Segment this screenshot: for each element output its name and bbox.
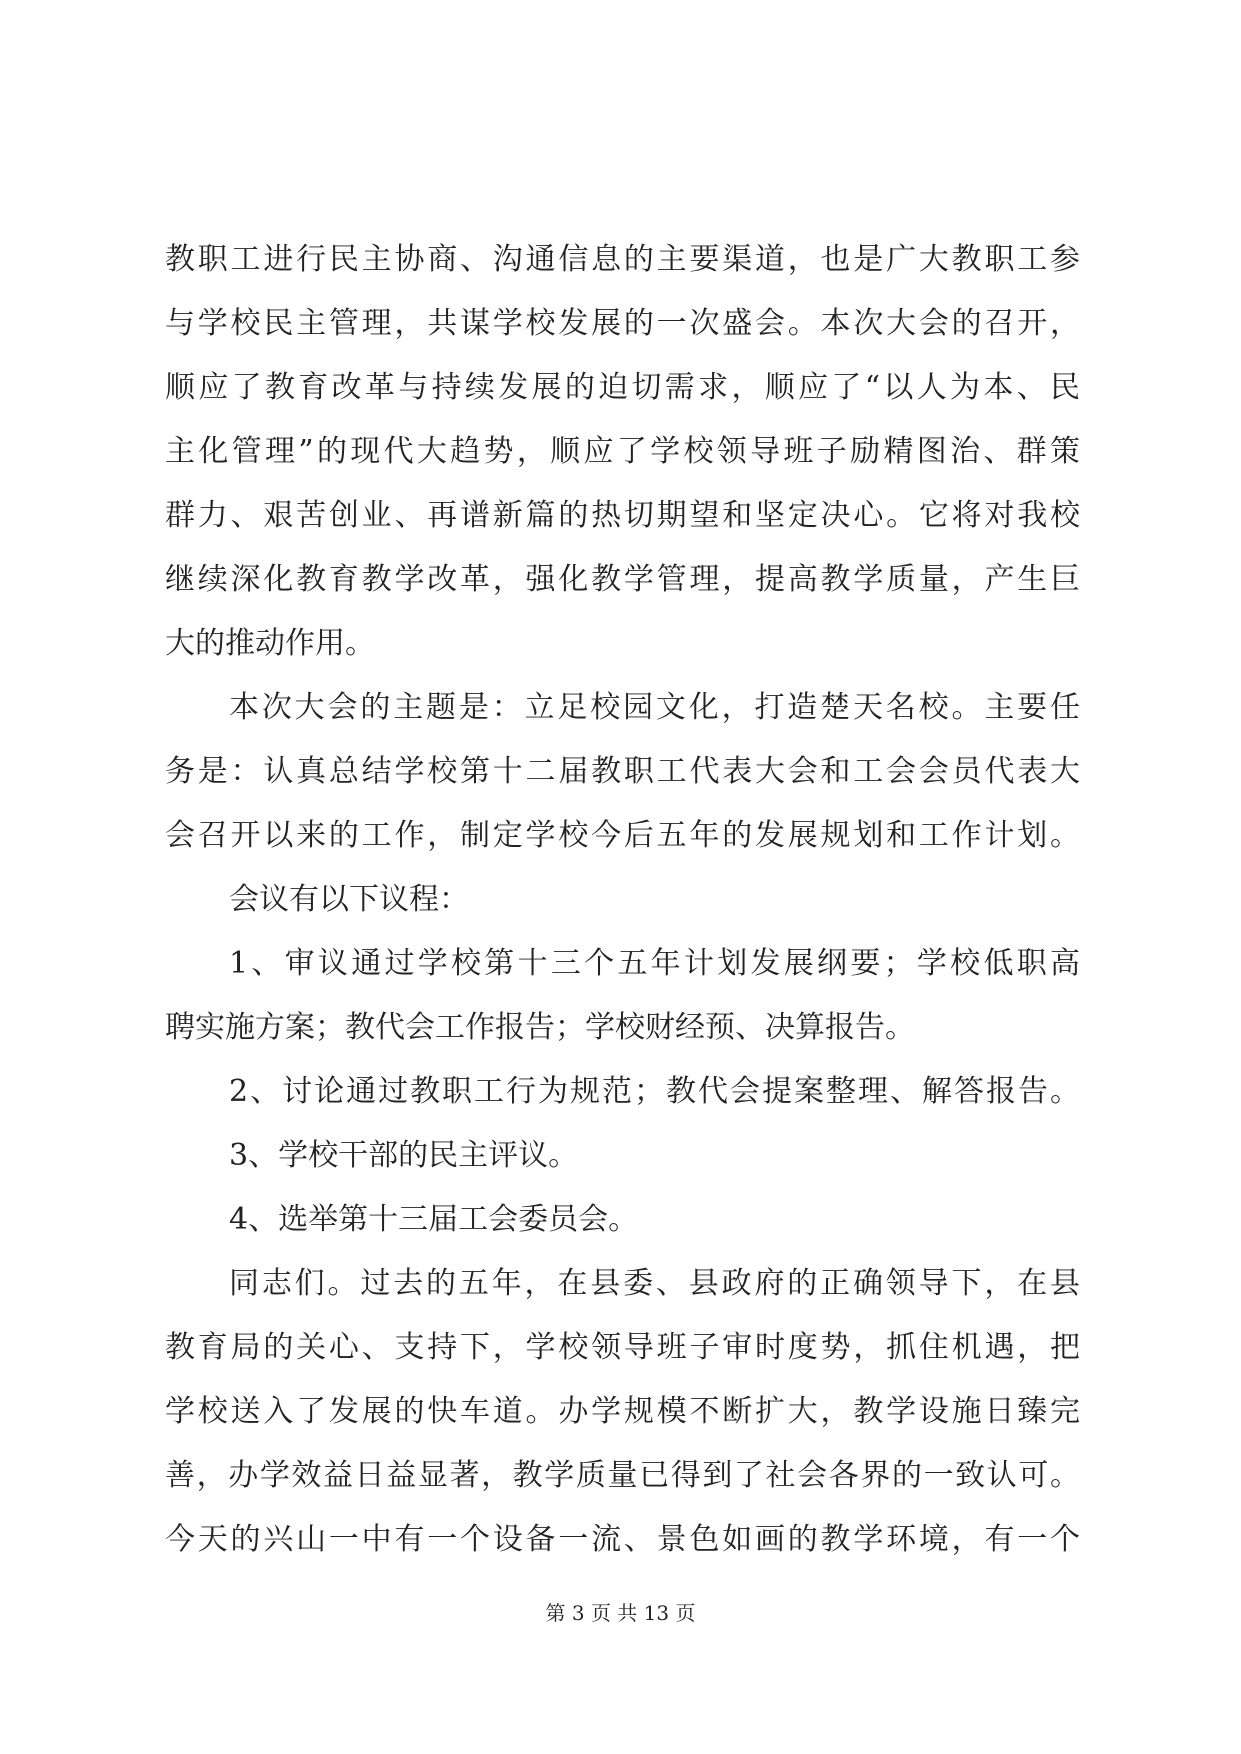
text-line: 大的推动作用。 bbox=[165, 626, 375, 661]
text-line: 今天的兴山一中有一个设备一流、景色如画的教学环境，有一个 bbox=[165, 1522, 1080, 1557]
text-line: 1、审议通过学校第十三个五年计划发展纲要；学校低职高 bbox=[229, 946, 1080, 981]
text-line: 主化管理”的现代大趋势，顺应了学校领导班子励精图治、群策 bbox=[165, 434, 1080, 469]
text-line: 善，办学效益日益显著，教学质量已得到了社会各界的一致认可。 bbox=[165, 1458, 1080, 1493]
text-line: 3、学校干部的民主评议。 bbox=[229, 1138, 579, 1173]
text-line: 务是：认真总结学校第十二届教职工代表大会和工会会员代表大 bbox=[165, 754, 1080, 789]
text-line: 聘实施方案；教代会工作报告；学校财经预、决算报告。 bbox=[165, 1010, 915, 1045]
text-line: 2、讨论通过教职工行为规范；教代会提案整理、解答报告。 bbox=[229, 1074, 1080, 1109]
text-line: 教职工进行民主协商、沟通信息的主要渠道，也是广大教职工参 bbox=[165, 242, 1080, 277]
text-line: 顺应了教育改革与持续发展的迫切需求，顺应了“以人为本、民 bbox=[165, 370, 1080, 405]
text-line: 与学校民主管理，共谋学校发展的一次盛会。本次大会的召开， bbox=[165, 306, 1080, 341]
text-line: 会议有以下议程： bbox=[229, 882, 469, 917]
text-line: 会召开以来的工作，制定学校今后五年的发展规划和工作计划。 bbox=[165, 818, 1080, 853]
text-line: 教育局的关心、支持下，学校领导班子审时度势，抓住机遇，把 bbox=[165, 1330, 1080, 1365]
text-line: 群力、艰苦创业、再谱新篇的热切期望和坚定决心。它将对我校 bbox=[165, 498, 1080, 533]
page-number-footer: 第 3 页 共 13 页 bbox=[545, 1601, 696, 1625]
text-line: 学校送入了发展的快车道。办学规模不断扩大，教学设施日臻完 bbox=[165, 1394, 1080, 1429]
text-line: 4、选举第十三届工会委员会。 bbox=[229, 1202, 639, 1237]
text-line: 继续深化教育教学改革，强化教学管理，提高教学质量，产生巨 bbox=[165, 562, 1080, 597]
text-line: 本次大会的主题是：立足校园文化，打造楚天名校。主要任 bbox=[229, 690, 1080, 725]
body-text bbox=[165, 228, 1080, 1572]
text-line: 同志们。过去的五年，在县委、县政府的正确领导下，在县 bbox=[229, 1266, 1080, 1301]
